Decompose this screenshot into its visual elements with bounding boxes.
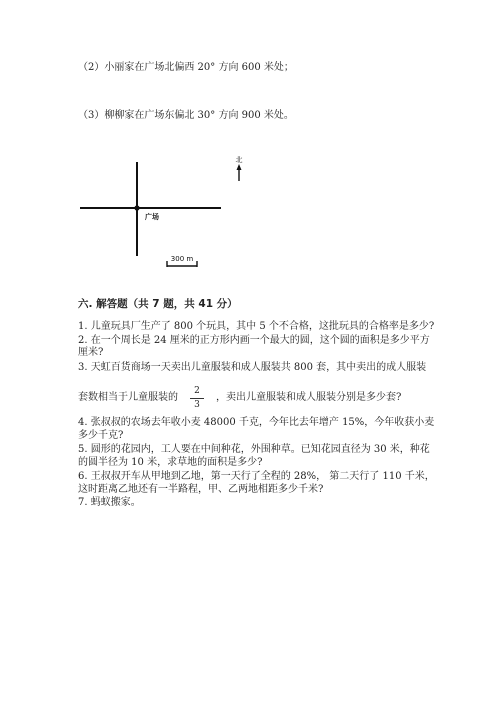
problem-5-line-2: 的圆半径为 10 米，求草地的面积是多少? xyxy=(78,457,263,468)
problem-3-line-1: 3. 天虹百货商场一天卖出儿童服装和成人服装共 800 套，其中卖出的成人服装 xyxy=(78,362,427,373)
problem-4-line-2: 多少千克? xyxy=(78,430,124,441)
question-3: （3）柳柳家在广场东偏北 30° 方向 900 米处。 xyxy=(78,110,294,121)
plaza-label: 广场 xyxy=(145,213,159,221)
problem-3-line-2a: 套数相当于儿童服装的 xyxy=(78,392,178,403)
section-title: 六. 解答题（共 7 题，共 41 分） xyxy=(78,298,238,310)
problem-4-line-1: 4. 张叔叔的农场去年收小麦 48000 千克，今年比去年增产 15%，今年收获小麦 xyxy=(78,417,435,428)
problem-2-line-1: 2. 在一个周长是 24 厘米的正方形内画一个最大的圆，这个圆的面积是多少平方 xyxy=(78,335,430,346)
plaza-point xyxy=(134,205,139,210)
scale-label: 300 m xyxy=(170,255,194,263)
north-arrow-icon xyxy=(237,164,242,181)
fraction-denominator: 3 xyxy=(194,400,200,410)
problem-5-line-1: 5. 圆形的花园内，工人要在中间种花，外围种草。已知花园直径为 30 米，种花 xyxy=(78,444,430,455)
problem-7: 7. 蚂蚁搬家。 xyxy=(78,497,141,508)
north-label: 北 xyxy=(235,156,243,164)
problem-1: 1. 儿童玩具厂生产了 800 个玩具，其中 5 个不合格，这批玩具的合格率是多少? xyxy=(78,321,435,332)
fraction-two-thirds xyxy=(190,386,204,411)
problem-6-line-1: 6. 王叔叔开车从甲地到乙地，第一天行了全程的 28%， 第二天行了 110 千米， xyxy=(78,471,435,482)
fraction-numerator: 2 xyxy=(190,386,204,399)
problem-6-line-2: 这时距离乙地还有一半路程，甲、乙两地相距多少千米? xyxy=(78,484,324,495)
question-2: （2）小丽家在广场北偏西 20° 方向 600 米处； xyxy=(78,62,294,73)
problem-3-line-2b: ，卖出儿童服装和成人服装分别是多少套? xyxy=(216,392,402,403)
problem-2-line-2: 厘米? xyxy=(78,347,104,358)
